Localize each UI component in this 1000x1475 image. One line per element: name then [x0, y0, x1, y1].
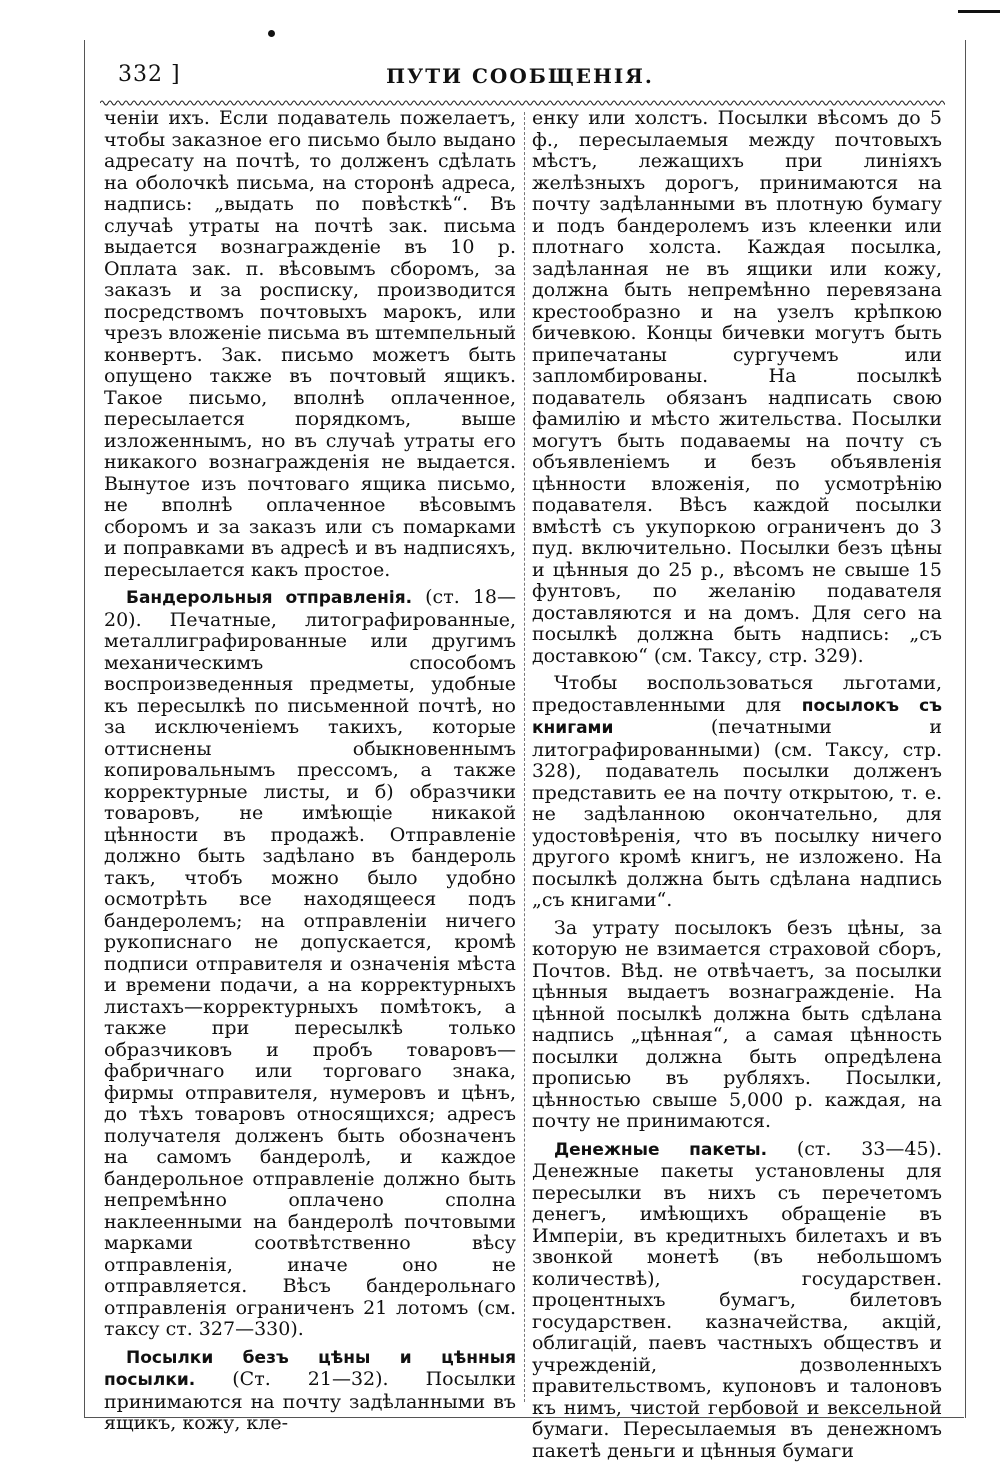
section-title-money-packets: Денежные пакеты.: [554, 1139, 768, 1160]
paragraph-text: (ст. 33—45). Денежные пакеты установлены для пересылки въ нихъ съ перечетомъ денегъ, имѣющихъ обращеніе въ Имперіи, въ кредитныхъ билетахъ и въ звонкой монетѣ (въ небольшомъ количествѣ), государствен. процентныхъ бумагъ, билетовъ государствен. казначейства, акцій, облигацій, паевъ частныхъ обществъ и учрежденій, дозволенныхъ правительствомъ, купоновъ и талоновъ къ нимъ, чистой гербовой и вексельной бумаги. Пересылаемыя въ денежномъ пакетѣ деньги и цѣнныя бумаги: [532, 1137, 942, 1462]
page-number: 332 ]: [118, 62, 181, 87]
section-title-printed-matter: Бандерольныя отправленія.: [126, 588, 413, 608]
paragraph-text: (печатными и литографированными) (см. Таксу, стр. 328), подаватель посылки долженъ представить ее на почту открытою, т. е. не задѣланною окончательно, для удостовѣренія, что въ посылку ничего другого кромѣ книгъ, не изложено. На посылкѣ должна быть сдѣлана надпись „съ книгами“.: [532, 716, 942, 911]
corner-mark: [958, 0, 1000, 13]
paragraph-text: (Ст. 21—32). Посылки принимаются на почту задѣланными въ ящикъ, кожу, кле-: [104, 1368, 516, 1434]
paragraph-text: Чтобы воспользоваться льготами, предоставленными для: [532, 672, 942, 716]
ink-dot: [268, 30, 275, 37]
column-divider: [524, 112, 525, 1402]
right-column: [532, 108, 942, 1462]
left-column: [104, 108, 516, 1435]
section-title-parcels: Посылки безъ цѣны и цѣнныя посылки.: [104, 1347, 516, 1390]
bold-phrase-book-parcels: посылокъ съ книгами: [532, 695, 942, 738]
paragraph-text: (ст. 18—20). Печатные, литографированные, металлиграфированные или другимъ механическимъ способомъ воспроизведенныя предметы, удобные къ пересылкѣ по письменной почтѣ, но за исключеніемъ такихъ, которые оттиснены обыкновеннымъ копировальнымъ прессомъ, а также корректурные листы, и б) образчики товаровъ, не имѣющіе никакой цѣнности въ продажѣ. Отправленіе должно быть задѣлано въ бандероль такъ, чтобъ можно было удобно осмотрѣть все находящееся подъ бандеролемъ; на отправленіи ничего рукописнаго не допускается, кромѣ подписи отправителя и означенія мѣста и времени подачи, а на корректурныхъ листахъ—корректурныхъ помѣтокъ, а также при пересылкѣ только образчиковъ и пробъ товаровъ—фабричнаго или торговаго знака, фирмы отправителя, нумеровъ и цѣнъ, до тѣхъ товаровъ относящихся; адресъ получателя долженъ быть обозначенъ на самомъ бандеролѣ, и каждое бандерольное отправленіе должно быть непремѣнно оплачено сполна наклеенными на бандеролѣ почтовыми марками соотвѣтственно вѣсу отправленія, иначе оно не отправляется. Вѣсъ бандерольнаго отправленія ограниченъ 21 лотомъ (см. таксу ст. 327—330).: [104, 586, 516, 1340]
paragraph-parcels: [104, 1347, 516, 1435]
running-title: ПУТИ СООБЩЕНІЯ.: [386, 64, 654, 88]
wavy-rule-path: [100, 101, 945, 105]
paragraph-parcel-packing: енку или холстъ. Посылки вѣсомъ до 5 ф., пересылаемыя между почтовыхъ мѣстъ, лежащихъ при линіяхъ желѣзныхъ дорогъ, принимаются на почту задѣланными въ плотную бумагу и подъ бандеролемъ изъ клеенки или плотнаго холста. Каждая посылка, задѣланная не въ ящики или кожу, должна быть непремѣнно перевязана крестообразно и на узелъ крѣпкою бичевкою. Концы бичевки могутъ быть припечатаны сургучемъ или запломбированы. На посылкѣ подаватель обязанъ надписать свою фамилію и мѣсто жительства. Посылки могутъ быть подаваемы на почту съ объявленіемъ и безъ объявленія цѣнности вложенія, по усмотрѣнію подавателя. Вѣсъ каждой посылки вмѣстѣ съ укупоркою ограниченъ до 3 пуд. включительно. Посылки безъ цѣны и цѣнныя до 25 р., вѣсомъ не свыше 15 фунтовъ, по желанію подавателя доставляются и на домъ. Для сего на посылкѣ должна быть надпись: „съ доставкою“ (см. Таксу, стр. 329).: [532, 107, 942, 667]
paragraph-book-parcels: [532, 673, 942, 912]
paragraph-parcel-loss: За утрату посылокъ безъ цѣны, за которую не взимается страховой сборъ, Почтов. Вѣд. не отвѣчаетъ, за посылки цѣнныя выдаетъ вознагражденіе. На цѣнной посылкѣ должна быть сдѣлана надпись „цѣнная“, а самая цѣнность посылки должна быть опредѣлена прописью въ рубляхъ. Посылки, цѣнностью свыше 5,000 р. каждая, на почту не принимаются.: [532, 916, 942, 1132]
paragraph-printed-matter: [104, 587, 516, 1341]
paragraph-money-packets: [532, 1139, 942, 1463]
paragraph-registered-letters: ченіи ихъ. Если подаватель пожелаетъ, чтобы заказное его письмо было выдано адресату на почтѣ, то долженъ сдѣлать на оболочкѣ письма, на сторонѣ адреса, надпись: „выдать по повѣсткѣ“. Въ случаѣ утраты на почтѣ зак. письма выдается вознагражденіе въ 10 р. Оплата зак. п. вѣсовымъ сборомъ, за заказъ и за росписку, производится посредствомъ почтовыхъ марокъ, или чрезъ вложеніе письма въ штемпельный конвертъ. Зак. письмо можетъ быть опущено также въ почтовый ящикъ. Такое письмо, вполнѣ оплаченное, пересылается порядкомъ, выше изложеннымъ, но въ случаѣ утраты его никакого вознагражденія не выдается. Вынутое изъ почтоваго ящика письмо, не вполнѣ оплаченное вѣсовымъ сборомъ и за заказъ или съ помарками и поправками въ адресѣ и въ надписяхъ, пересылается какъ простое.: [104, 107, 516, 581]
page-header: [100, 62, 940, 96]
